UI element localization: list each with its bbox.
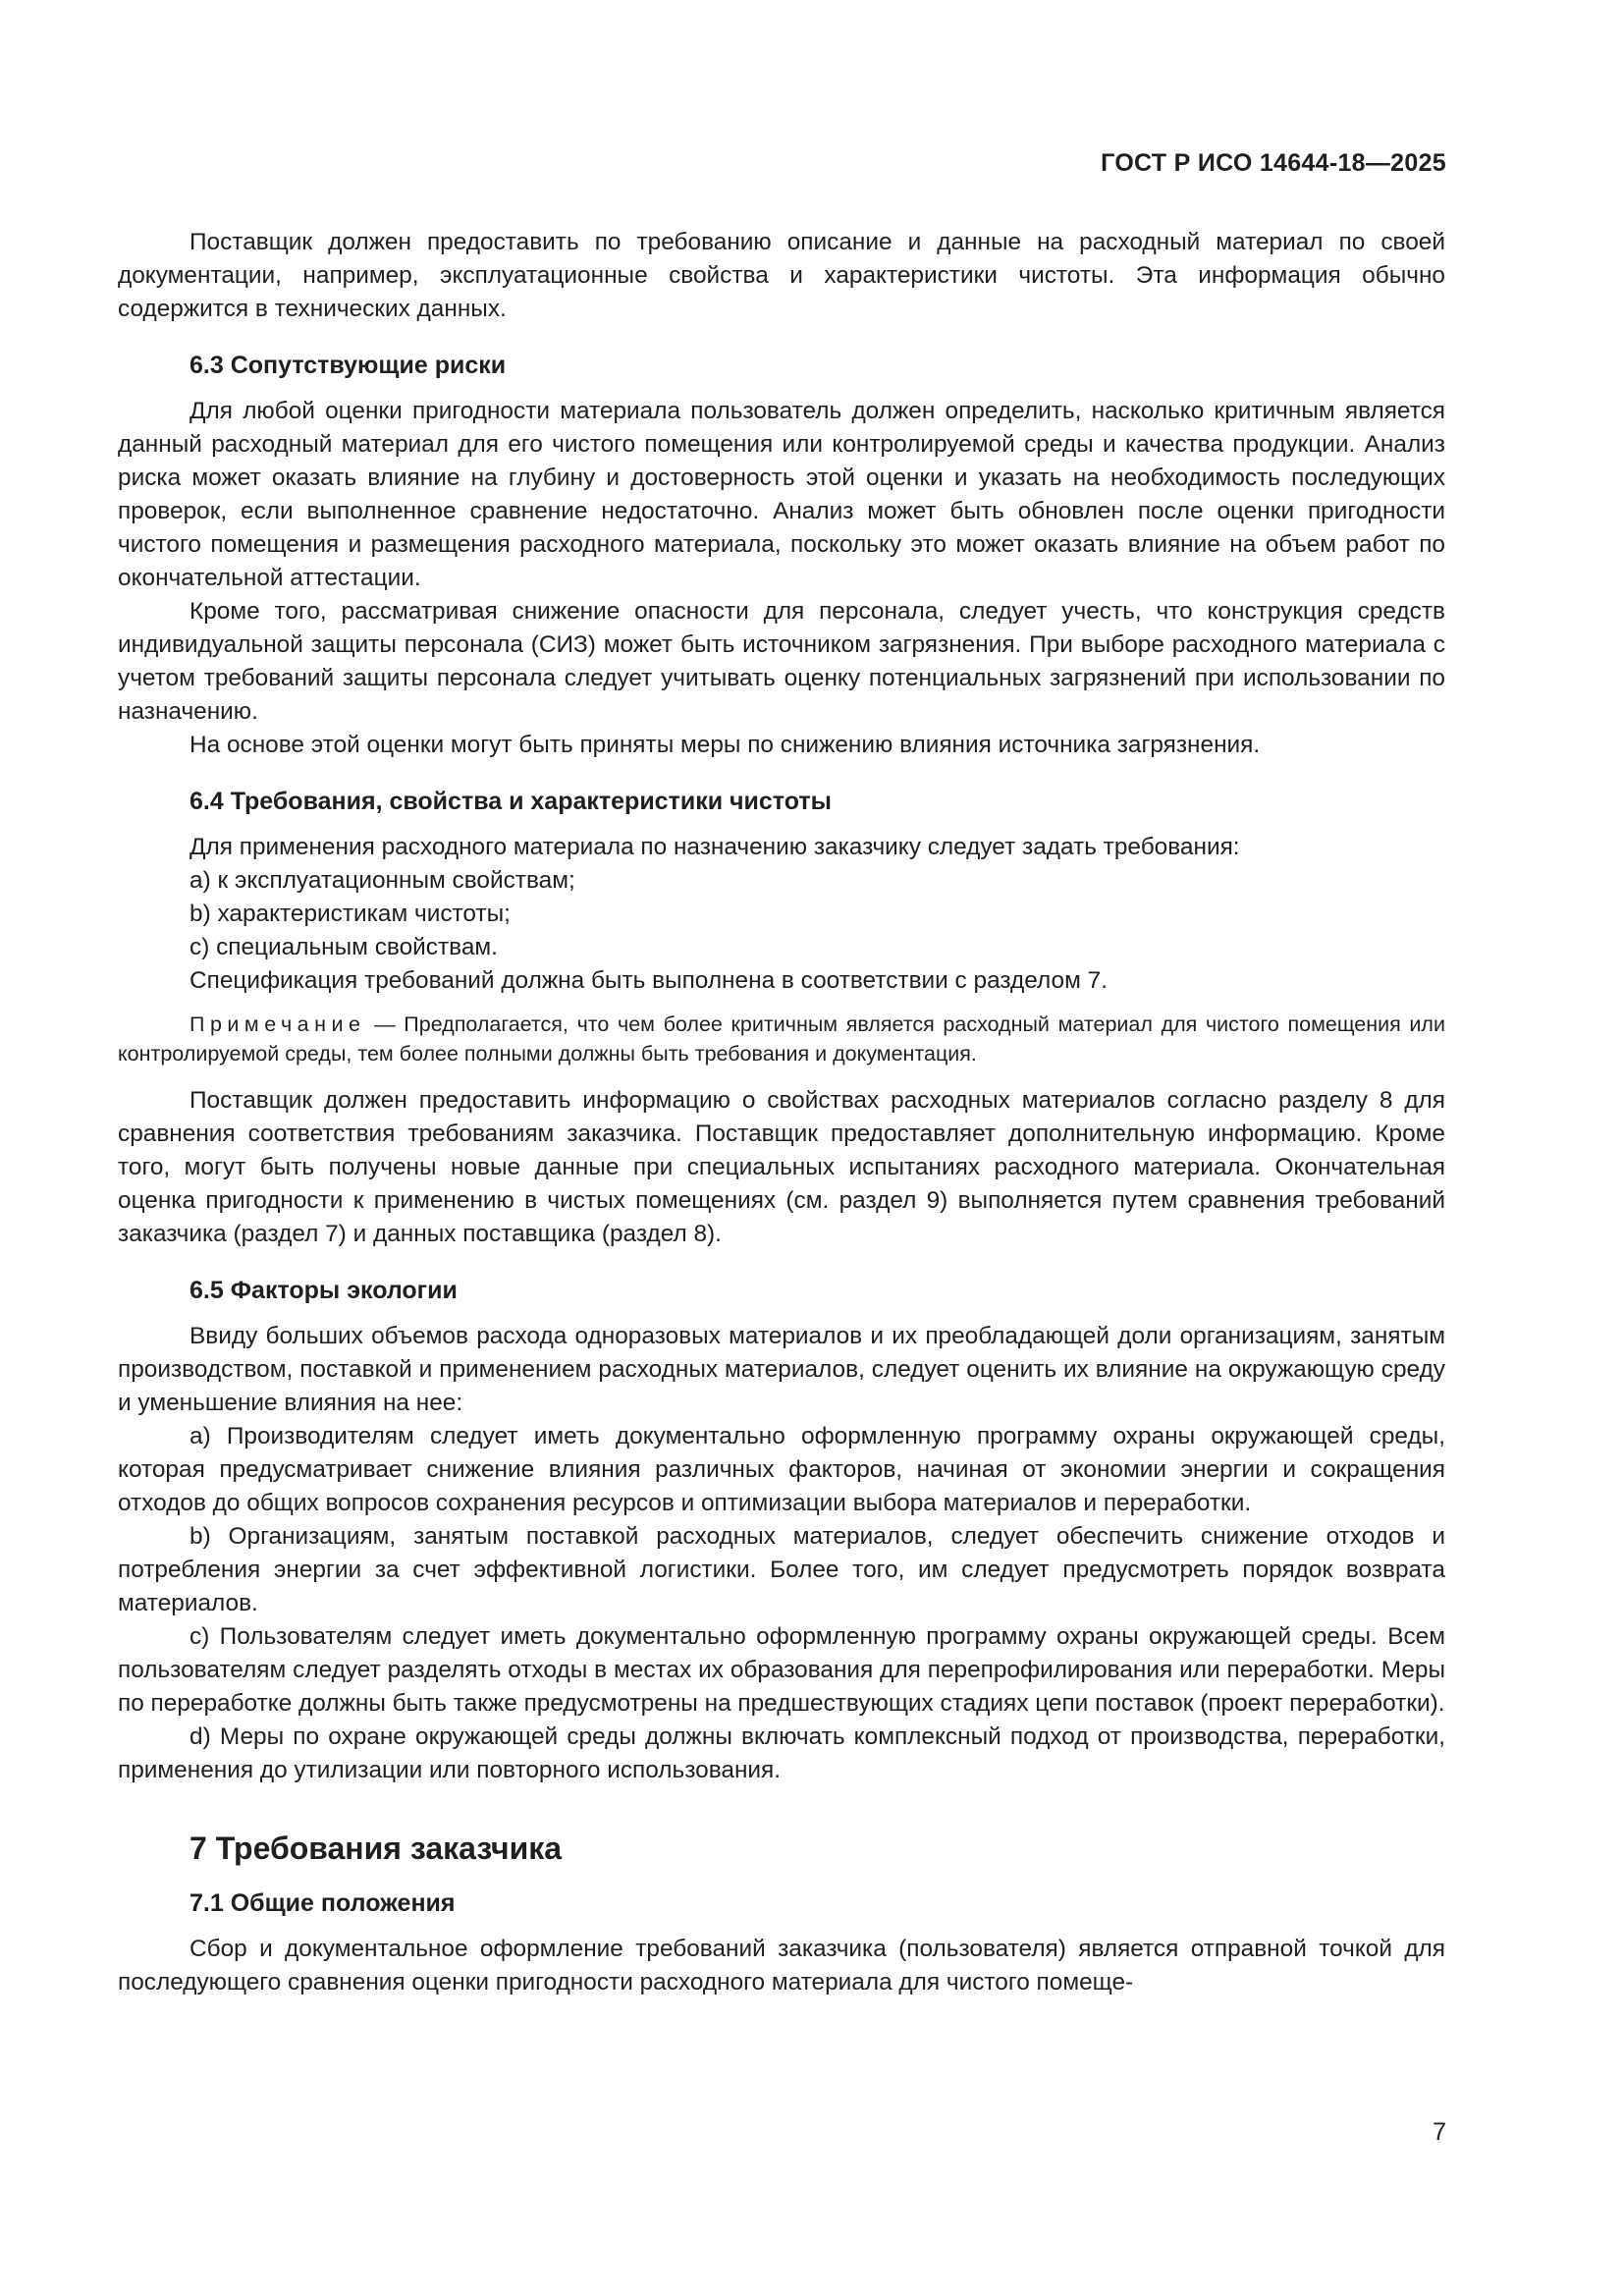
section-heading-6-4: 6.4 Требования, свойства и характеристики чистоты: [189, 788, 832, 815]
paragraph-6-3-1: Для любой оценки пригодности материала пользователь должен определить, насколько критичным является данный расходный материал для его чистого помещения или контролируемой среды и качества продукции. Анализ риска может оказать влияние на глубину и достоверность этой оценки и указать на необходимость последующих проверок, если выполненное сравнение недостаточно. Анализ может быть обновлен после оценки пригодности чистого помещения и размещения расходного материала, поскольку это может оказать влияние на объем работ по окончательной аттестации.: [118, 398, 1445, 591]
paragraph-6-5-c: с) Пользователям следует иметь документально оформленную программу охраны окружающей среды. Всем пользователям следует разделять отходы в местах их образования для перепрофилирования или переработки. Меры по переработке должны быть также предусмотрены на предшествующих стадиях цепи поставок (проект переработки).: [118, 1623, 1445, 1717]
section-heading-7: 7 Требования заказчика: [189, 1831, 563, 1866]
note-6-4: [118, 1010, 1445, 1068]
paragraph-6-4-3: Поставщик должен предоставить информацию о свойствах расходных материалов согласно разделу 8 для сравнения соответствия требованиям заказчика. Поставщик предоставляет дополнительную информацию. Кроме того, могут быть получены новые данные при специальных испытаниях расходного материала. Окончательная оценка пригодности к применению в чистых помещениях (см. раздел 9) выполняется путем сравнения требований заказчика (раздел 7) и данных поставщика (раздел 8).: [118, 1087, 1445, 1247]
paragraph-6-4-2: Спецификация требований должна быть выполнена в соответствии с разделом 7.: [189, 967, 1108, 994]
list-item-6-4-b: b) характеристикам чистоты;: [189, 901, 511, 927]
paragraph-6-5-1: Ввиду больших объемов расхода одноразовых материалов и их преобладающей доли организациям, занятым производством, поставкой и применением расходных материалов, следует оценить их влияние на окружающую среду и уменьшение влияния на нее:: [118, 1323, 1445, 1416]
paragraph-6-3-2: Кроме того, рассматривая снижение опасности для персонала, следует учесть, что конструкция средств индивидуальной защиты персонала (СИЗ) может быть источником загрязнения. При выборе расходного материала с учетом требований защиты персонала следует учитывать оценку потенциальных загрязнений при использовании по назначению.: [118, 598, 1445, 725]
section-heading-6-5: 6.5 Факторы экологии: [189, 1277, 458, 1304]
note-label: Примечание: [189, 1012, 366, 1036]
paragraph-7-1-1: Сбор и документальное оформление требований заказчика (пользователя) является отправной точкой для последующего сравнения оценки пригодности расходного материала для чистого помеще-: [118, 1936, 1445, 1995]
section-heading-7-1: 7.1 Общие положения: [189, 1889, 456, 1917]
paragraph-intro: Поставщик должен предоставить по требованию описание и данные на расходный материал по своей документации, например, эксплуатационные свойства и характеристики чистоты. Эта информация обычно содержится в технических данных.: [118, 229, 1445, 322]
paragraph-6-4-1: Для применения расходного материала по назначению заказчику следует задать требования:: [189, 834, 1240, 860]
document-code: ГОСТ Р ИСО 14644-18—2025: [1101, 149, 1446, 177]
page-content: [118, 226, 1445, 1999]
note-text: — Предполагается, что чем более критичным является расходный материал для чистого помещения или контролируемой среды, тем более полными должны быть требования и документация.: [118, 1012, 1445, 1066]
paragraph-6-5-d: d) Меры по охране окружающей среды должны включать комплексный подход от производства, переработки, применения до утилизации или повторного использования.: [118, 1723, 1445, 1783]
section-heading-6-3: 6.3 Сопутствующие риски: [189, 352, 507, 379]
paragraph-6-5-b: b) Организациям, занятым поставкой расходных материалов, следует обеспечить снижение отходов и потребления энергии за счет эффективной логистики. Более того, им следует предусмотреть порядок возврата материалов.: [118, 1523, 1445, 1616]
paragraph-6-3-3: На основе этой оценки могут быть приняты меры по снижению влияния источника загрязнения.: [189, 732, 1261, 758]
list-item-6-4-c: с) специальным свойствам.: [189, 934, 498, 960]
page-number: 7: [1433, 2118, 1446, 2146]
paragraph-6-5-a: а) Производителям следует иметь документально оформленную программу охраны окружающей среды, которая предусматривает снижение влияния различных факторов, начиная от экономии энергии и сокращения отходов до общих вопросов сохранения ресурсов и оптимизации выбора материалов и переработки.: [118, 1423, 1445, 1516]
list-item-6-4-a: а) к эксплуатационным свойствам;: [189, 867, 575, 894]
